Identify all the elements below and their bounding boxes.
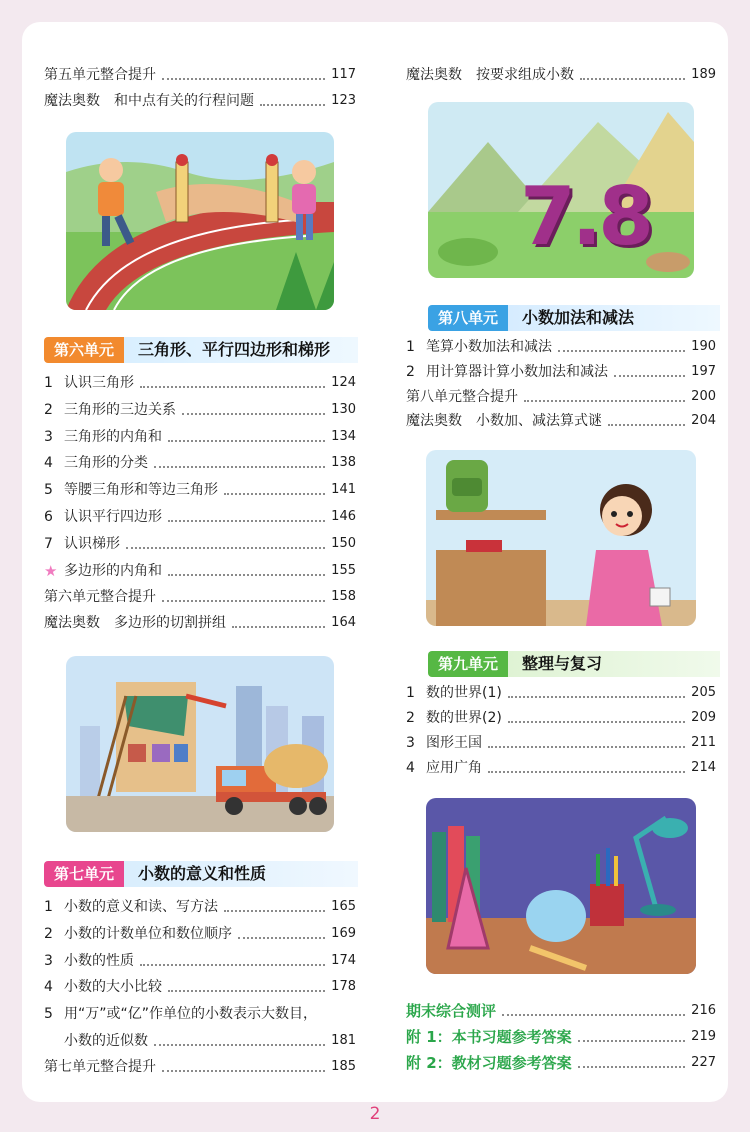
toc-page-number: 130 [331, 401, 356, 417]
toc-row[interactable] [44, 999, 356, 1023]
leader-dots [168, 990, 325, 992]
toc-title: 魔法奥数 小数加、减法算式谜 [406, 413, 602, 429]
toc-row[interactable] [44, 86, 356, 110]
toc-page-number: 214 [691, 760, 716, 775]
toc-title: 第五单元整合提升 [44, 67, 156, 83]
toc-title: 期末综合测评 [406, 1002, 497, 1020]
page-number: 2 [369, 1104, 381, 1124]
leader-dots [154, 466, 325, 468]
toc-row[interactable] [44, 395, 356, 419]
toc-page [22, 22, 728, 1124]
unit-9-header[interactable] [428, 650, 720, 678]
toc-page-number: 216 [691, 1003, 716, 1018]
unit-7-title: 小数的意义和性质 [124, 861, 358, 887]
toc-row[interactable] [44, 60, 356, 84]
unit-8-badge: 第八单元 [428, 305, 508, 331]
unit-8-header[interactable] [428, 304, 720, 332]
toc-title: 魔法奥数 按要求组成小数 [406, 67, 574, 83]
toc-page-number: 181 [331, 1033, 356, 1048]
toc-item-number: 7 [44, 535, 53, 552]
toc-row[interactable] [406, 996, 716, 1020]
toc-title: 小数的意义和读、写方法 [64, 899, 218, 915]
leader-dots [578, 1040, 686, 1042]
toc-page-number: 138 [331, 455, 356, 471]
toc-page-number: 211 [691, 735, 716, 750]
leader-dots [580, 78, 685, 80]
girl-classroom-illustration [426, 450, 696, 626]
toc-row[interactable] [406, 60, 716, 84]
toc-page-number: 205 [691, 685, 716, 700]
toc-row[interactable] [44, 946, 356, 970]
toc-title: 认识平行四边形 [64, 509, 162, 525]
toc-page-number: 164 [331, 615, 356, 630]
toc-page-number: 204 [691, 413, 716, 428]
leader-dots [224, 493, 325, 495]
toc-page-number: 197 [691, 363, 716, 379]
unit-6-header[interactable] [44, 336, 358, 364]
toc-row[interactable] [406, 728, 716, 752]
toc-row[interactable] [406, 1048, 716, 1072]
toc-item-number: 2 [406, 710, 415, 726]
leader-dots [126, 547, 325, 549]
leader-dots [238, 937, 325, 939]
toc-row[interactable] [44, 422, 356, 446]
toc-item-number: 1 [406, 339, 415, 355]
toc-title: 小数的计数单位和数位顺序 [64, 925, 232, 942]
running-track-illustration [66, 132, 334, 310]
toc-row[interactable] [44, 448, 356, 472]
toc-title: 小数的大小比较 [64, 979, 162, 996]
leader-dots [508, 721, 685, 723]
leader-dots [168, 574, 325, 576]
toc-page-number: 219 [691, 1029, 716, 1044]
toc-page-number: 227 [691, 1055, 716, 1070]
toc-row[interactable] [406, 753, 716, 777]
toc-item-number: 6 [44, 509, 53, 525]
toc-page-number: 117 [331, 67, 356, 82]
toc-row[interactable] [406, 406, 716, 430]
toc-page-number: 124 [331, 375, 356, 390]
toc-title: 笔算小数加法和减法 [426, 339, 552, 355]
toc-row[interactable] [44, 1026, 356, 1050]
construction-illustration [66, 656, 334, 832]
stationery-desk-illustration [426, 798, 696, 974]
decimal-number-sign: 7.8 [520, 170, 650, 263]
leader-dots [162, 78, 325, 80]
leader-dots [578, 1066, 686, 1068]
toc-item-number: 5 [44, 1006, 53, 1023]
toc-title: 魔法奥数 和中点有关的行程问题 [44, 93, 254, 109]
toc-row[interactable] [406, 703, 716, 727]
toc-page-number: 209 [691, 710, 716, 725]
toc-page-number: 189 [691, 67, 716, 82]
toc-item-number: 4 [406, 760, 415, 776]
leader-dots [558, 350, 685, 352]
toc-page-number: 178 [331, 979, 356, 995]
leader-dots [488, 771, 685, 773]
unit-7-header[interactable] [44, 860, 358, 888]
toc-title: 附 2：教材习题参考答案 [406, 1054, 572, 1072]
toc-row[interactable] [406, 357, 716, 381]
leader-dots [182, 413, 325, 415]
toc-item-number: 2 [44, 925, 53, 942]
toc-page-number: 134 [331, 428, 356, 444]
unit-7-badge: 第七单元 [44, 861, 124, 887]
toc-title: 应用广角 [426, 760, 482, 776]
toc-row[interactable] [406, 1022, 716, 1046]
toc-title: 小数的性质 [64, 952, 134, 969]
leader-dots [168, 440, 325, 442]
toc-row[interactable] [44, 502, 356, 526]
leader-dots [162, 1070, 325, 1072]
toc-page-number: 155 [331, 562, 356, 578]
toc-title: 小数的近似数 [64, 1033, 148, 1049]
leader-dots [140, 964, 325, 966]
toc-item-number: 4 [44, 455, 53, 472]
toc-page-number: 200 [691, 389, 716, 404]
toc-title: 三角形的三边关系 [64, 401, 176, 418]
toc-title: 魔法奥数 多边形的切割拼组 [44, 615, 226, 631]
toc-title: 附 1：本书习题参考答案 [406, 1028, 572, 1046]
unit-8-title: 小数加法和减法 [508, 305, 720, 331]
toc-title: 第七单元整合提升 [44, 1059, 156, 1075]
toc-row[interactable] [44, 919, 356, 943]
toc-row[interactable] [44, 368, 356, 392]
toc-page-number: 141 [331, 482, 356, 498]
toc-title: 第八单元整合提升 [406, 389, 518, 405]
leader-dots [260, 104, 325, 106]
toc-page-number: 190 [691, 339, 716, 354]
leader-dots [524, 400, 685, 402]
toc-title: 多边形的内角和 [64, 562, 162, 579]
leader-dots [502, 1014, 685, 1016]
toc-title: 三角形的分类 [64, 455, 148, 472]
toc-item-number: 3 [406, 735, 415, 751]
toc-item-number: 2 [406, 363, 415, 380]
leader-dots [162, 600, 325, 602]
decimal-7-8-illustration [428, 102, 694, 278]
toc-row[interactable] [44, 582, 356, 606]
toc-item-number: 1 [44, 375, 53, 391]
toc-row[interactable] [44, 972, 356, 996]
leader-dots [508, 696, 685, 698]
toc-title: 数的世界(1) [426, 685, 502, 701]
toc-title: 认识三角形 [64, 375, 134, 391]
toc-title: 用计算器计算小数加法和减法 [426, 363, 608, 380]
toc-row[interactable] [44, 475, 356, 499]
star-icon: ★ [44, 561, 58, 580]
toc-row[interactable] [44, 529, 356, 553]
toc-item-number: 1 [44, 899, 53, 915]
toc-title: 数的世界(2) [426, 710, 502, 726]
toc-item-number: 5 [44, 482, 53, 499]
toc-title: 用“万”或“亿”作单位的小数表示大数目， [64, 1006, 318, 1023]
toc-row[interactable] [406, 332, 716, 356]
toc-row[interactable] [44, 1052, 356, 1076]
toc-page-number: 158 [331, 589, 356, 604]
unit-9-title: 整理与复习 [508, 651, 720, 677]
toc-row[interactable] [406, 382, 716, 406]
toc-page-number: 174 [331, 952, 356, 968]
toc-item-number: 1 [406, 685, 415, 701]
toc-row[interactable] [44, 892, 356, 916]
toc-row[interactable] [44, 608, 356, 632]
unit-9-badge: 第九单元 [428, 651, 508, 677]
toc-row[interactable] [406, 678, 716, 702]
toc-page-number: 123 [331, 93, 356, 108]
toc-page-number: 185 [331, 1059, 356, 1074]
leader-dots [614, 375, 685, 377]
toc-title: 图形王国 [426, 735, 482, 751]
leader-dots [168, 520, 325, 522]
toc-row[interactable] [44, 556, 356, 580]
leader-dots [488, 746, 685, 748]
toc-title: 等腰三角形和等边三角形 [64, 482, 218, 499]
unit-6-title: 三角形、平行四边形和梯形 [124, 337, 358, 363]
toc-page-number: 150 [331, 535, 356, 551]
toc-title: 三角形的内角和 [64, 428, 162, 445]
leader-dots [608, 424, 685, 426]
toc-item-number: 3 [44, 952, 53, 969]
toc-item-number: 4 [44, 979, 53, 996]
toc-page-number: 146 [331, 509, 356, 524]
leader-dots [140, 386, 325, 388]
toc-page-number: 165 [331, 899, 356, 914]
unit-6-badge: 第六单元 [44, 337, 124, 363]
leader-dots [232, 626, 325, 628]
toc-page-number: 169 [331, 925, 356, 941]
leader-dots [154, 1044, 325, 1046]
toc-title: 第六单元整合提升 [44, 589, 156, 605]
leader-dots [224, 910, 325, 912]
toc-title: 认识梯形 [64, 535, 120, 552]
toc-item-number: 2 [44, 401, 53, 418]
toc-item-number: 3 [44, 428, 53, 445]
